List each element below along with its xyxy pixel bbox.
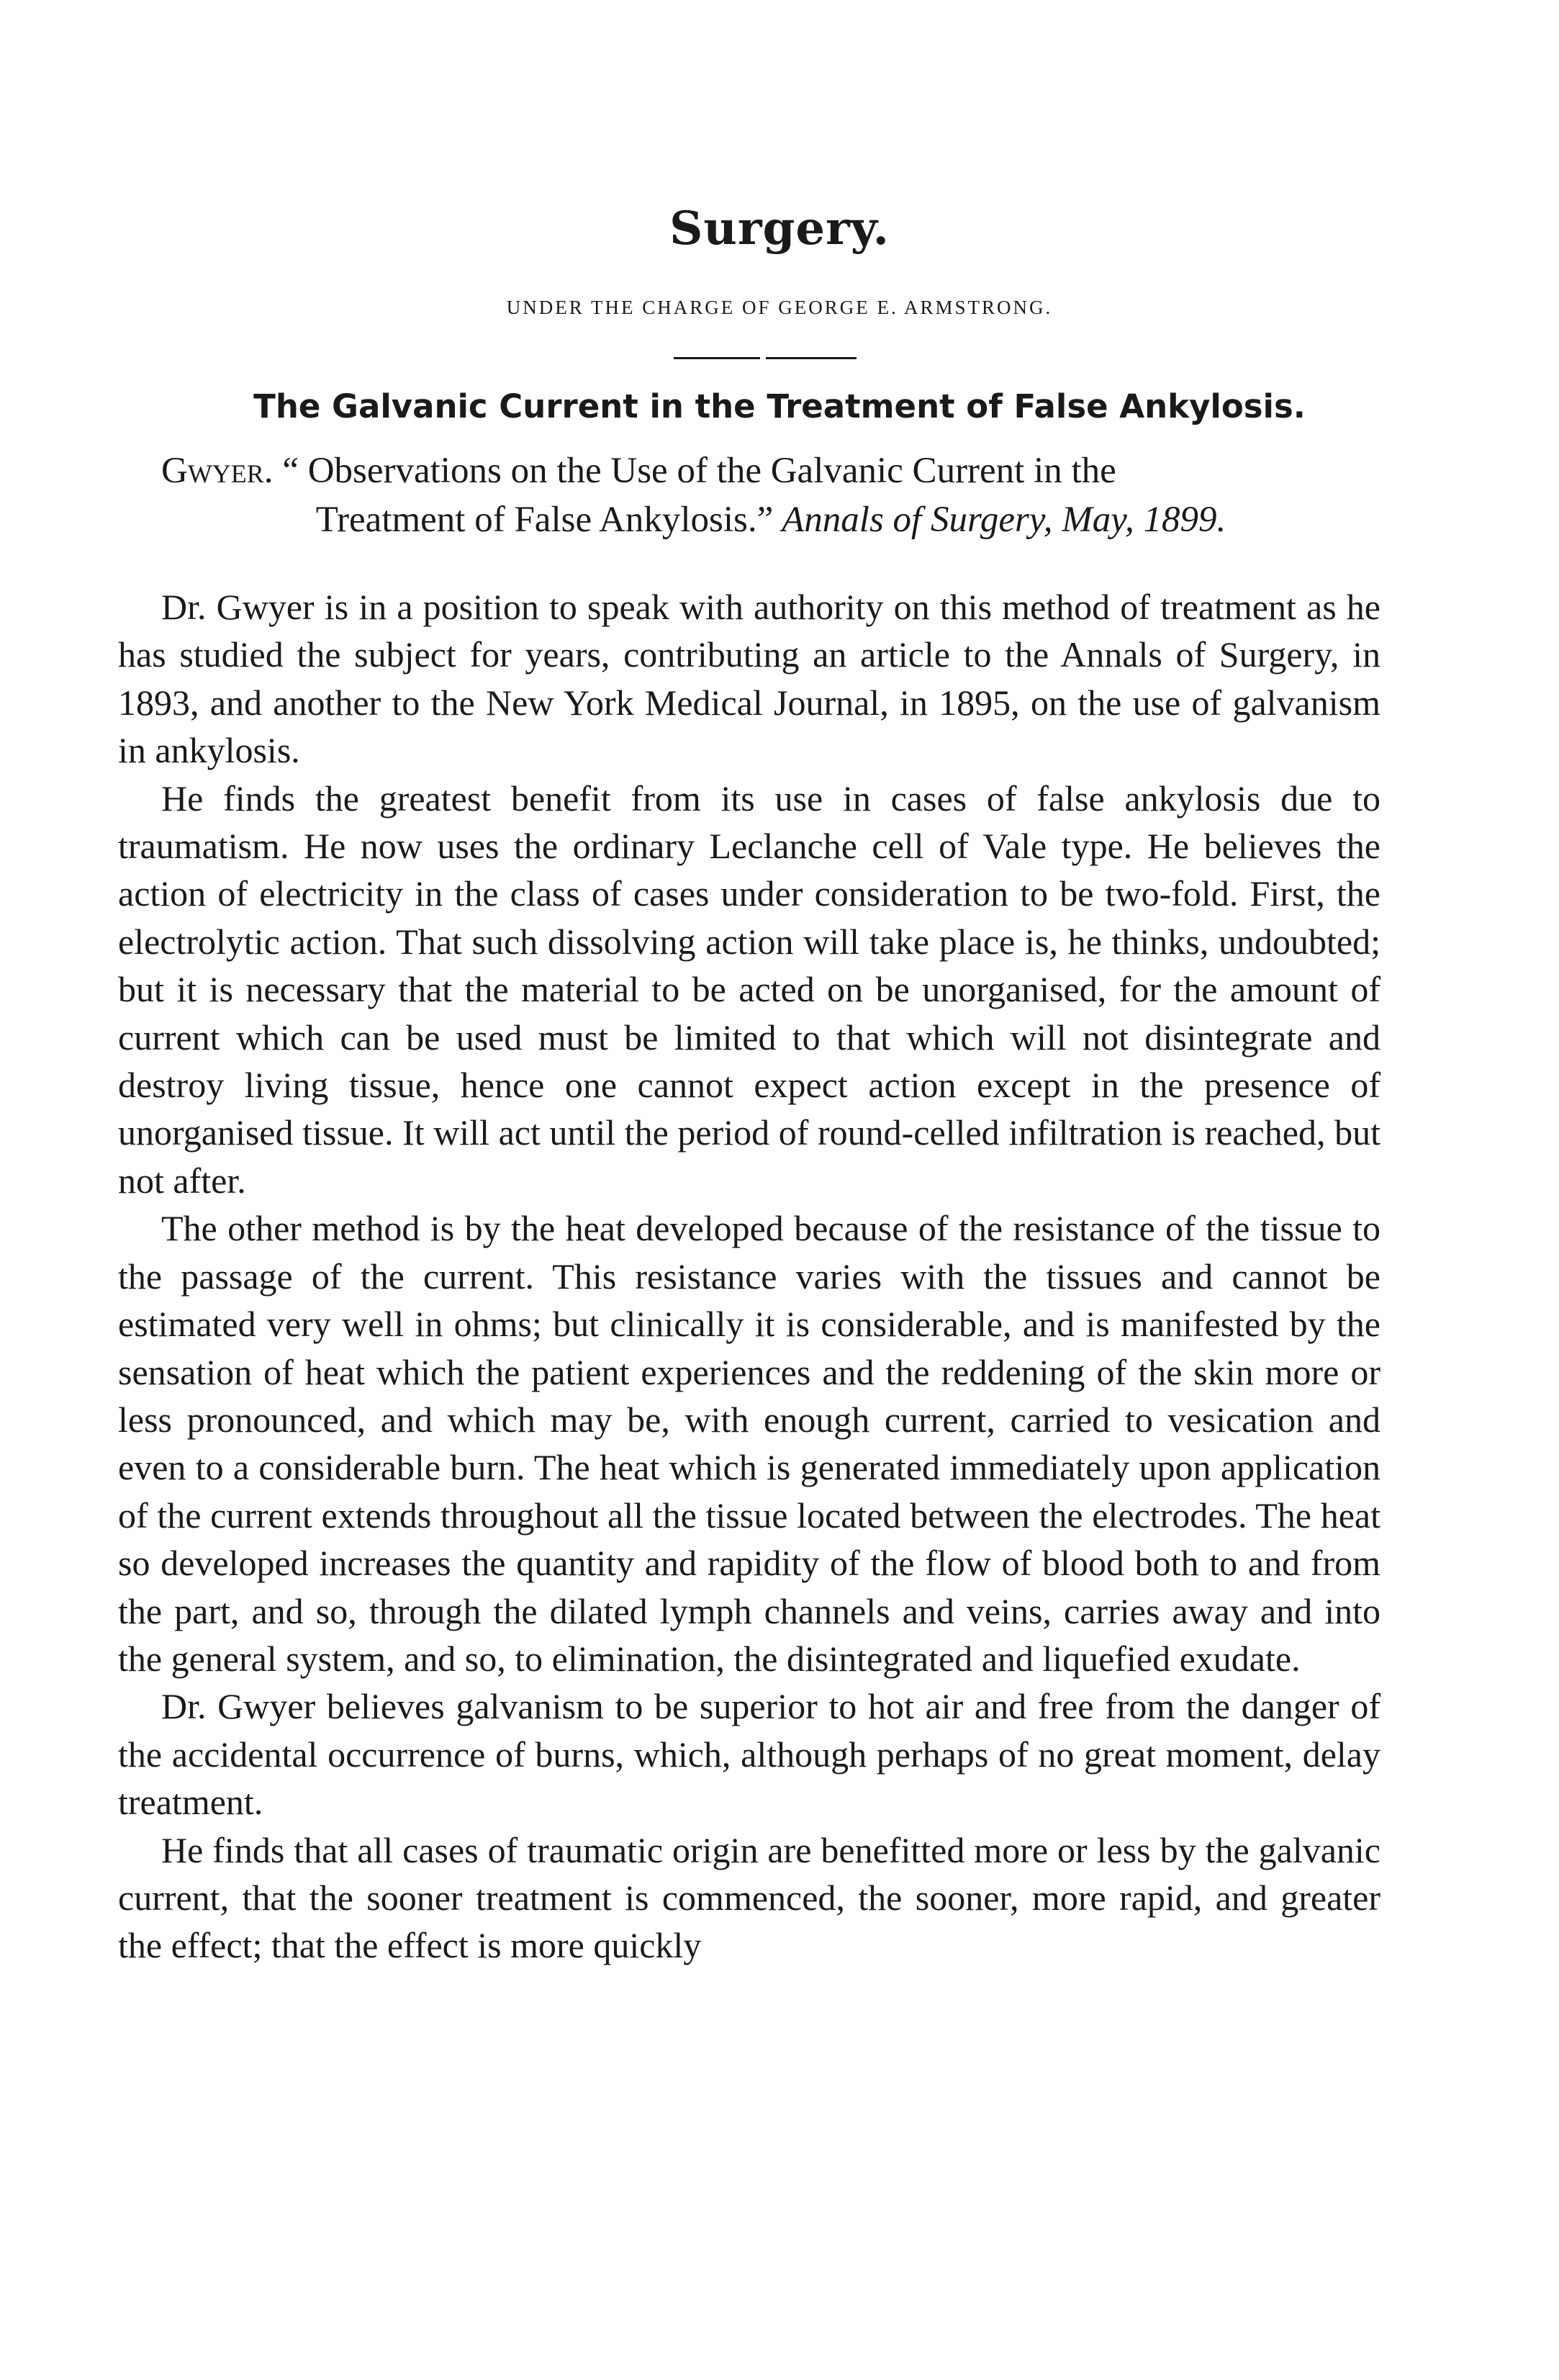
section-title: Surgery. [669, 202, 890, 256]
article-body [118, 583, 1380, 1970]
citation-line-2 [161, 495, 1380, 544]
divider-rule-right [766, 357, 857, 359]
article-title: The Galvanic Current in the Treatment of False Ankylosis. [253, 387, 1306, 425]
citation-author: Gwyer. [161, 451, 274, 491]
paragraph-3: The other method is by the heat developed because of the resistance of the tissue to the passage of the current. This resistance varies with the tissues and cannot be estimated very well in ohms; but clinically it is considerable, and is manifested by the sensation of heat which the patient experiences and the reddening of the skin more or less pronounced, and which may be, with enough current, carried to vesication and even to a considerable burn. The heat which is generated immediately upon application of the current extends throughout all the tissue located between the electrodes. The heat so developed increases the quantity and rapidity of the flow of blood both to and from the part, and so, through the dilated lymph channels and veins, carries away and into the general system, and so, to elimination, the disintegrated and liquefied exudate. [118, 1208, 1380, 1679]
paragraph-1: Dr. Gwyer is in a position to speak with authority on this method of treatment as he has studied the subject for years, contributing an article to the Annals of Surgery, in 1893, and another to the New York Medical Journal, in 1895, on the use of galvanism in ankylosis. [118, 587, 1380, 771]
paragraph-4: Dr. Gwyer believes galvanism to be superior to hot air and free from the danger of the accidental occurrence of burns, which, although perhaps of no great moment, delay treatment. [118, 1686, 1380, 1823]
citation-text-part1: “ Observations on the Use of the Galvanic Current in the [273, 451, 1116, 491]
section-editor-line: UNDER THE CHARGE OF GEORGE E. ARMSTRONG. [506, 297, 1053, 318]
citation-text-part2: Treatment of False Ankylosis.” [315, 500, 774, 540]
divider-rule-left [674, 357, 760, 359]
citation-journal: Annals of Surgery, May, 1899. [773, 500, 1226, 540]
paragraph-2: He finds the greatest benefit from its use in cases of false ankylosis due to traumatism. He now uses the ordinary Leclanche cell of Vale type. He believes the action of electricity in the class of cases under consideration to be two-fold. First, the electrolytic action. That such dissolving action will take place is, he thinks, undoubted; but it is necessary that the material to be acted on be unorganised, for the amount of current which can be used must be limited to that which will not disintegrate and destroy living tissue, hence one cannot expect action except in the presence of unorganised tissue. It will act until the period of round-celled infiltration is reached, but not after. [118, 777, 1380, 1201]
citation [161, 446, 1380, 544]
paragraph-5: He finds that all cases of traumatic origin are benefitted more or less by the galvanic current, that the sooner treatment is commenced, the sooner, more rapid, and greater the effect; that the effect is more quickly [118, 1829, 1380, 1966]
